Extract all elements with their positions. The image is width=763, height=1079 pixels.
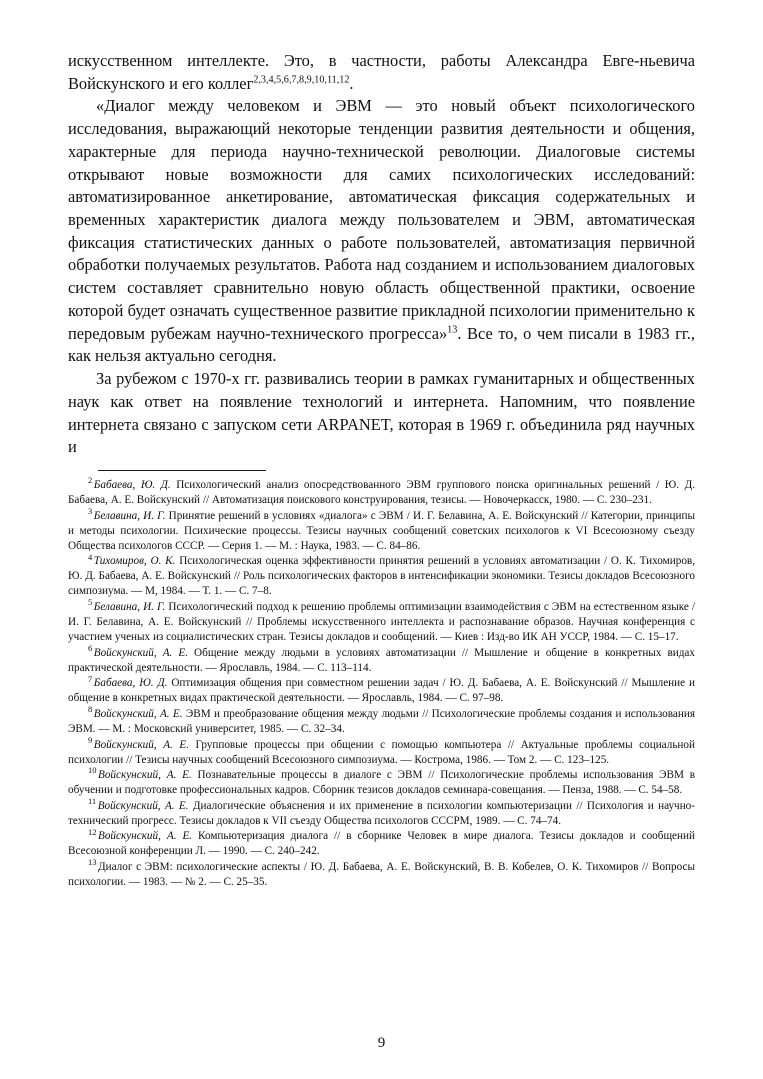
footnote-item: [68, 796, 695, 829]
paragraph-text-1-tail: .: [349, 73, 354, 93]
footnote-item: [68, 597, 695, 645]
footnote-author: Войскунский, А. Е.: [98, 830, 193, 843]
footnote-item: [68, 704, 695, 737]
footnote-author: Бабаева, Ю. Д.: [93, 677, 168, 690]
footnote-text: Психологическая оценка эффективности принятия решений в условиях автоматизации / О. К. Тихомиров, Ю. Д. Бабаева, А. Е. Войскунский // Роль психологических факторов в интенсификации экономики. Тезисы докладов Всесоюзного симпозиума. — М, 1984. — Т. 1. — С. 7–8.: [68, 555, 696, 598]
page-number: 9: [377, 1035, 386, 1051]
paragraph-text-2: «Диалог между человеком и ЭВМ — это новый объект психологического исследования, выражающий некоторые тенденции развития деятельности и общения, характерные для периода научно-технической революции. Диалоговые системы открывают новые возможности для самих психологических исследований: автоматизированное анкетирование, автоматическая фиксация содержательных и временных характеристик диалога между пользователем и ЭВМ, автоматическая фиксация статистических данных о работе пользователей, автоматизация первичной обработки получаемых результатов. Работа над созданием и использованием диалоговых систем составляет сравнительно новую область общественной практики, освоение которой будет означать существенное развитие прикладной психологии применительно к передовым рубежам научно-технического прогресса»: [68, 96, 695, 343]
footnote-number: 4: [88, 551, 93, 562]
footnote-author: Войскунский, А. Е.: [97, 799, 189, 812]
footnote-author: Войскунский, А. Е.: [93, 738, 190, 751]
footnote-item: [68, 857, 695, 890]
footnote-item: [68, 475, 696, 508]
footnote-author: Войскунский, А. Е.: [93, 707, 183, 720]
footnote-number: 7: [88, 673, 93, 684]
footnote-text: Психологический анализ опосредствованного ЭВМ группового поиска оригинальных решений / Ю. Д. Бабаева, А. Е. Войскунский // Автоматизация поискового конструирования, тезисы. — Новочеркасск, 1980. — С. 230–231.: [68, 478, 696, 506]
footnote-number: 5: [88, 597, 93, 608]
footnote-number: 2: [88, 475, 93, 486]
footnote-author: Белавина, И. Г.: [93, 509, 166, 522]
body-text: [68, 50, 695, 459]
footnote-item: [68, 673, 695, 706]
paragraph-text-2-tail: . Все то, о чем писали в 1983 гг., как нельзя актуально сегодня.: [68, 323, 695, 366]
paragraph: [68, 95, 695, 368]
footnote-separator-rule: [98, 470, 266, 471]
footnote-author: Войскунский, А. Е.: [98, 769, 192, 782]
footnote-item: [68, 642, 695, 676]
footnote-number: 10: [88, 765, 97, 776]
footnote-author: Тихомиров, О. К.: [93, 555, 176, 568]
footnote-text: ЭВМ и преобразование общения между людьми // Психологические проблемы создания и использования ЭВМ. — М. : Московский университет, 1985. — С. 32–34.: [68, 707, 695, 735]
footnote-number: 6: [88, 642, 93, 653]
footnote-item: [68, 505, 695, 554]
footnote-text: Групповые процессы при общении с помощью компьютера // Актуальные проблемы социальной психологии // Тезисы научных сообщений Всесоюзного симпозиума. — Кострома, 1986. — Том 2. — С. 123–125.: [68, 738, 696, 766]
footnote-item: [68, 826, 695, 859]
footnote-text: Оптимизация общения при совместном решении задач / Ю. Д. Бабаева, А. Е. Войскунский // Мышление и общение в конкретных видах практической деятельности. — Ярославль, 1984. — С. 97–98.: [68, 677, 695, 705]
footnotes-section: [68, 475, 696, 890]
footnote-number: 13: [88, 857, 97, 868]
footnote-number: 12: [88, 826, 97, 837]
footnote-number: 9: [88, 734, 93, 745]
paragraph-text-3: За рубежом с 1970-х гг. развивались теории в рамках гуманитарных и общественных наук как ответ на появление технологий и интернета. Напомним, что появление интернета связано с запуском сети ARPANET, которая в 1969 г. объединила ряд научных и: [68, 369, 695, 457]
footnote-number: 3: [88, 505, 93, 516]
footnote-author: Белавина, И. Г.: [93, 600, 166, 613]
footnote-number: 11: [88, 796, 97, 807]
footnote-text: Компьютеризация диалога // в сборнике Человек в мире диалога. Тезисы докладов и сообщений Всесоюзной конференции Л. — 1990. — С. 240–242.: [68, 830, 695, 858]
paragraph: [68, 368, 695, 459]
footnote-text: Психологический подход к решению проблемы оптимизации взаимодействия с ЭВМ на естественном языке / И. Г. Белавина, А. Е. Войскунский // Проблемы искусственного интеллекта и распознавание образов. Научная конференция с участием ученых из социалистических стран. Тезисы докладов и сообщений. — Киев : Изд-во ИК АН УССР, 1984. — С. 15–17.: [68, 600, 695, 644]
footnote-reference-marks: 2,3,4,5,6,7,8,9,10,11,12: [253, 74, 350, 86]
footnote-text: Диалогические объяснения и их применение в психологии компьютеризации // Психология и научно-технический прогресс. Тезисы докладов к VII съезду Общества психологов СССРМ, 1989. — С. 74–74.: [68, 799, 695, 827]
footnote-author: Бабаева, Ю. Д.: [93, 478, 171, 491]
paragraph: [68, 50, 695, 95]
footnote-text: Познавательные процессы в диалоге с ЭВМ // Психологические проблемы использования ЭВМ в обучении и подготовке профессиональных кадров. Сборник тезисов докладов семинара-совещания. — Пенза, 1988. — С. 54–58.: [68, 769, 695, 797]
footnote-text: Принятие решений в условиях «диалога» с ЭВМ / И. Г. Белавина, А. Е. Войскунский // Категории, принципы и методы психологии. Психические процессы. Тезисы научных сообщений советских психологов к VI Всесоюзному съезду Общества психологов СССР. — Серия 1. — М. : Наука, 1983. — С. 84–86.: [68, 509, 695, 552]
footnote-author: Войскунский, А. Е.: [93, 646, 189, 659]
footnote-item: [68, 765, 695, 798]
footnote-item: [68, 551, 696, 599]
footnote-number: 8: [88, 704, 93, 715]
footnote-text: Диалог с ЭВМ: психологические аспекты / Ю. Д. Бабаева, А. Е. Войскунский, В. В. Кобелев, О. К. Тихомиров // Вопросы психологии. — 1983. — № 2. — С. 25–35.: [68, 861, 695, 889]
footnote-text: Общение между людьми в условиях автоматизации // Мышление и общение в конкретных видах практической деятельности. — Ярославль, 1984. — С. 113–114.: [68, 646, 695, 674]
paragraph-text-1: искусственном интеллекте. Это, в частности, работы Александра Евге-ньевича Войскунского и его коллег: [68, 51, 695, 93]
footnote-item: [68, 734, 696, 768]
footnote-reference-mark-13: 13: [447, 324, 458, 336]
